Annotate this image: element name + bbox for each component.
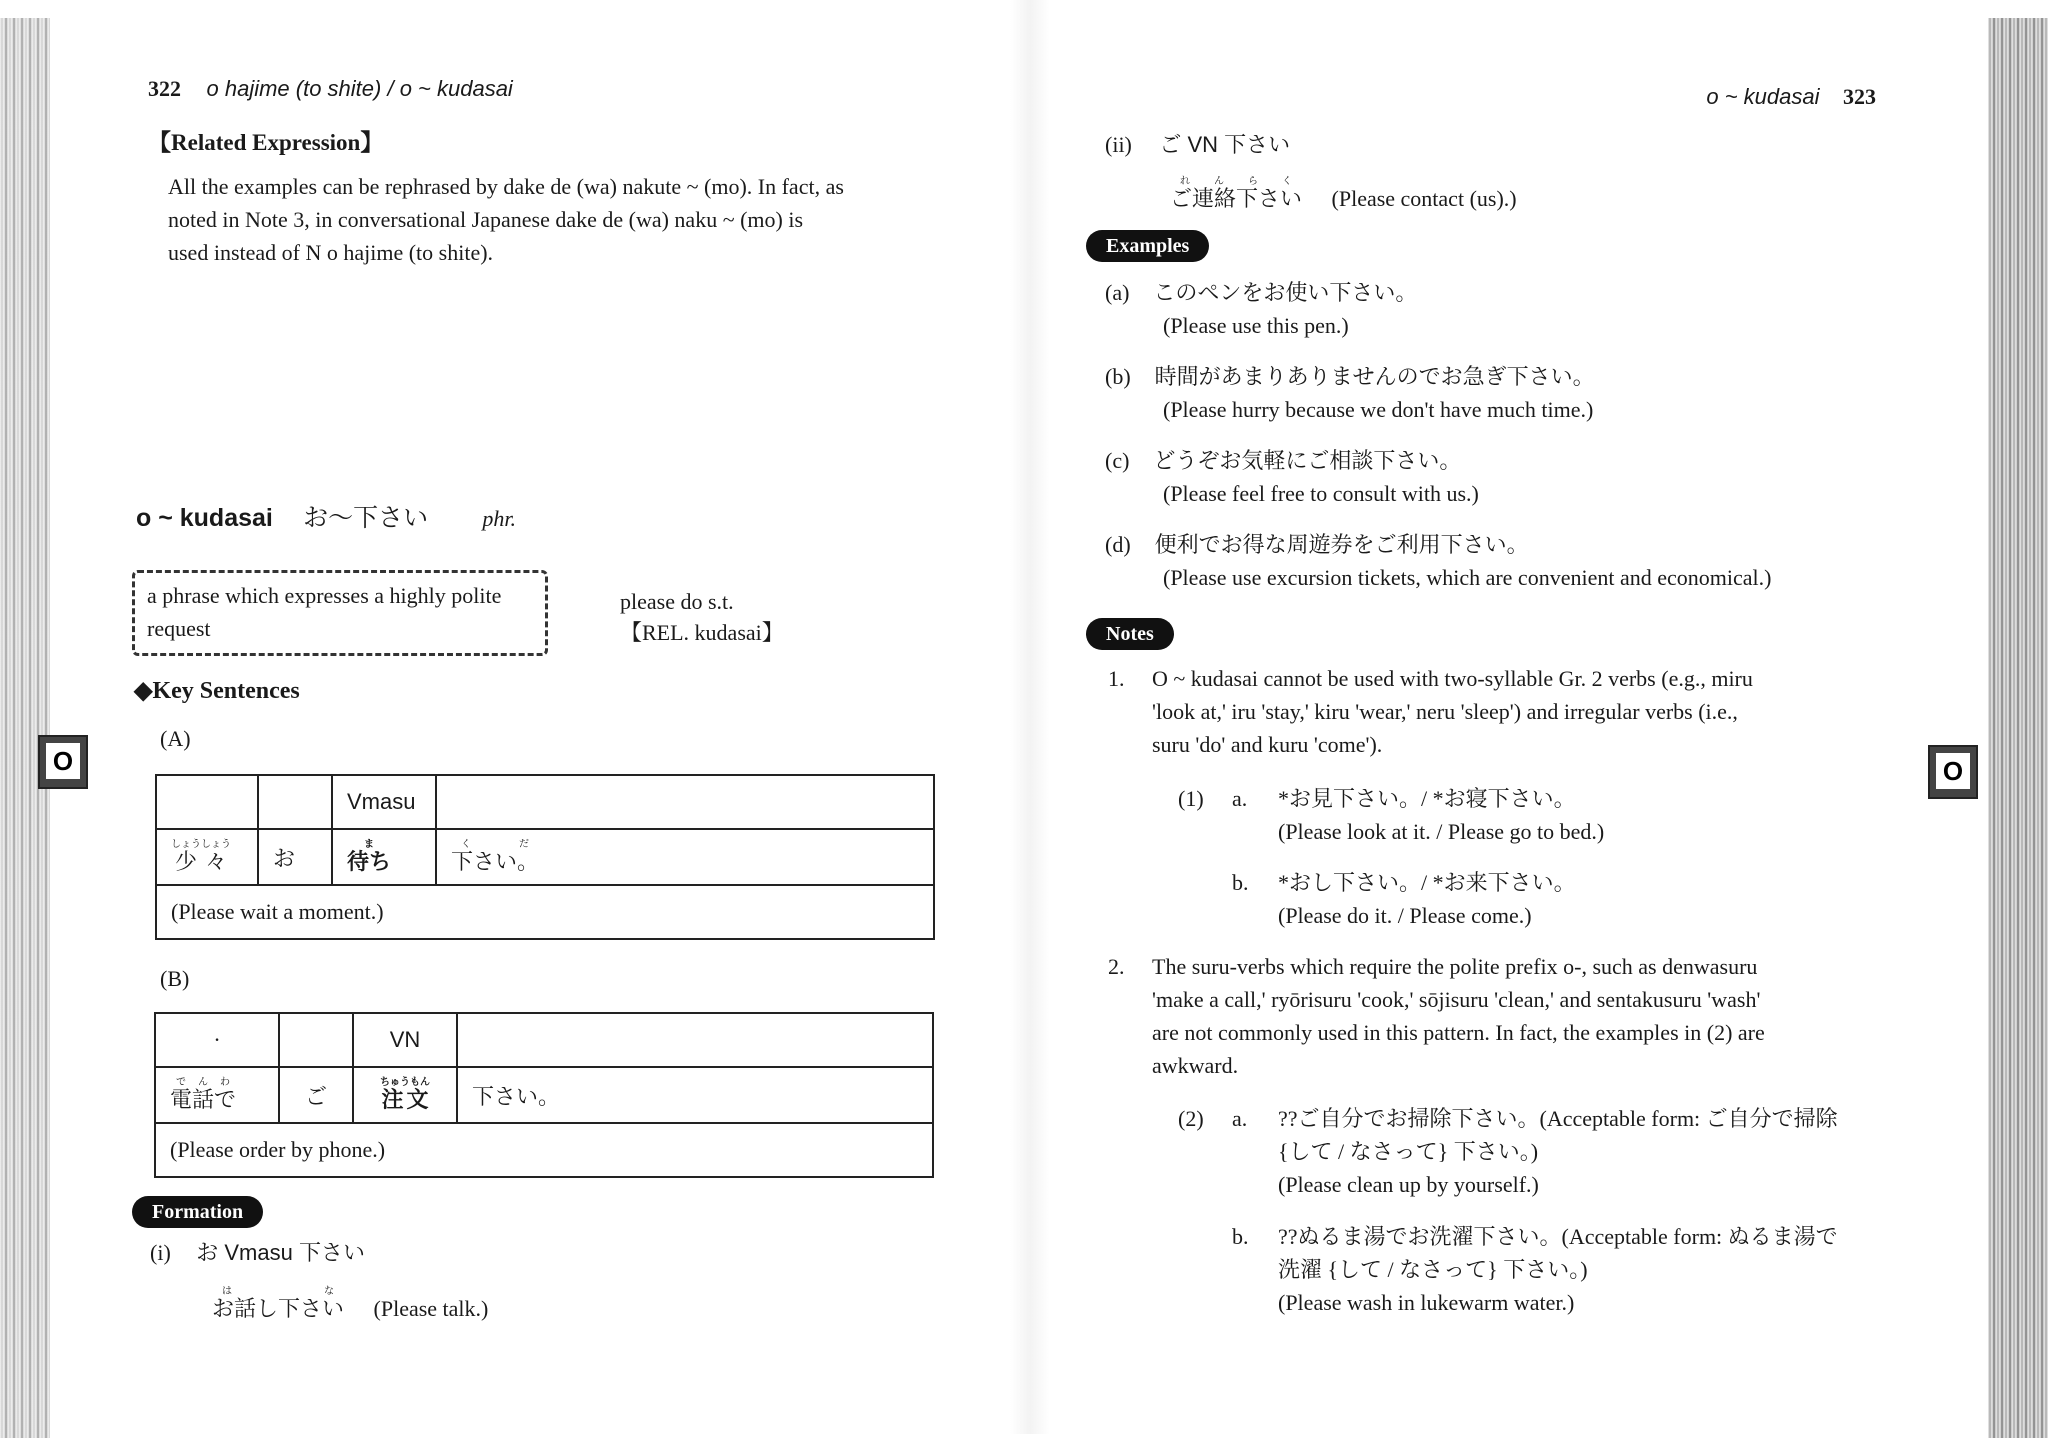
table-cell-vmasu: Vmasu <box>332 775 436 829</box>
example-japanese: 便利でお得な周遊券をご利用下さい。 <box>1154 532 1529 557</box>
formation-i-example: お話し下さいはな <box>212 1286 345 1321</box>
table-cell: お <box>258 829 332 885</box>
notes-label: Notes <box>1086 618 1174 650</box>
table-cell <box>156 775 258 829</box>
examples-list <box>1105 276 1925 612</box>
related-expression-heading: 【Related Expression】 <box>148 130 384 155</box>
table-a-label: (A) <box>160 726 191 751</box>
note-line: 'look at,' iru 'stay,' kiru 'wear,' neru 'sleep') and irregular verbs (i.e., <box>1152 699 1738 724</box>
key-sentence-table-b <box>154 1012 934 1178</box>
example-english: (Please use this pen.) <box>1163 313 1349 338</box>
entry-header <box>136 498 516 534</box>
note-1-a-english: (Please look at it. / Please go to bed.) <box>1278 819 1605 844</box>
left-running-header <box>148 76 513 102</box>
formation-i <box>150 1236 365 1269</box>
example-label: (a) <box>1105 280 1130 305</box>
related-expression-text <box>168 170 958 269</box>
note-1-a-japanese: *お見下さい。/ *お寝下さい。 <box>1278 786 1576 811</box>
table-cell <box>436 775 934 829</box>
note-line: are not commonly used in this pattern. In fact, the examples in (2) are <box>1152 1020 1765 1045</box>
formation-i-number: (i) <box>150 1240 171 1265</box>
example-english: (Please hurry because we don't have much time.) <box>1163 397 1594 422</box>
note-2-number: 2. <box>1108 954 1125 979</box>
headword: o ~ kudasai <box>136 504 273 532</box>
note-2-b-japanese-cont: 洗濯 {して / なさって} 下さい。) <box>1278 1257 1588 1282</box>
formation-ii-number: (ii) <box>1105 132 1132 157</box>
note-1-number: 1. <box>1108 666 1125 691</box>
example-item <box>1105 276 1925 360</box>
formation-ii <box>1105 128 1290 161</box>
left-running-head: o hajime (to shite) / o ~ kudasai <box>206 76 513 101</box>
example-item <box>1105 360 1925 444</box>
note-1-b-japanese: *おし下さい。/ *お来下さい。 <box>1278 870 1576 895</box>
table-translation: (Please wait a moment.) <box>156 885 934 939</box>
note-2-b-english: (Please wash in lukewarm water.) <box>1278 1290 1575 1315</box>
note-2-a-japanese-cont: {して / なさって} 下さい。) <box>1278 1139 1539 1164</box>
example-label: (c) <box>1105 448 1130 473</box>
table-cell <box>258 775 332 829</box>
example-japanese: 時間があまりありませんのでお急ぎ下さい。 <box>1154 364 1595 389</box>
note-2-text <box>1152 950 1892 1082</box>
note-line: suru 'do' and kuru 'come'). <box>1152 732 1383 757</box>
table-cell <box>457 1013 933 1067</box>
definition-box <box>132 570 548 656</box>
note-line: awkward. <box>1152 1053 1239 1078</box>
table-b-label: (B) <box>160 966 190 991</box>
left-page-edge <box>0 18 50 1438</box>
table-translation: (Please order by phone.) <box>155 1123 933 1177</box>
example-japanese: このペンをお使い下さい。 <box>1153 280 1418 305</box>
examples-label: Examples <box>1086 230 1209 262</box>
note-1-example-number: (1) <box>1178 786 1204 811</box>
table-cell <box>279 1013 353 1067</box>
example-japanese: どうぞお気軽にご相談下さい。 <box>1153 448 1462 473</box>
note-2-a-label: a. <box>1232 1106 1248 1131</box>
formation-i-example-line <box>212 1286 488 1325</box>
example-item <box>1105 444 1925 528</box>
formation-ii-example-line <box>1170 176 1517 215</box>
table-cell: 待ちま <box>332 829 436 885</box>
note-1-text <box>1152 662 1892 761</box>
formation-ii-pattern: ご VN 下さい <box>1159 132 1291 157</box>
key-sentences-heading: ◆Key Sentences <box>134 678 300 704</box>
formation-i-pattern: お Vmasu 下さい <box>196 1240 365 1265</box>
note-2-a-block <box>1278 1102 1898 1201</box>
table-cell: 少々しょうしょう <box>156 829 258 885</box>
note-line: 'make a call,' ryōrisuru 'cook,' sōjisuru 'clean,' and sentakusuru 'wash' <box>1152 987 1761 1012</box>
right-running-header <box>1706 84 1876 110</box>
note-2-b-japanese: ??ぬるま湯でお洗濯下さい。(Acceptable form: ぬるま湯で <box>1278 1224 1838 1249</box>
example-label: (b) <box>1105 364 1131 389</box>
right-running-head: o ~ kudasai <box>1706 84 1820 109</box>
example-label: (d) <box>1105 532 1131 557</box>
table-cell: · <box>155 1013 279 1067</box>
example-english: (Please feel free to consult with us.) <box>1163 481 1479 506</box>
formation-i-translation: (Please talk.) <box>373 1296 489 1321</box>
note-2-a-english: (Please clean up by yourself.) <box>1278 1172 1539 1197</box>
example-item <box>1105 528 1925 612</box>
table-cell-vn: VN <box>353 1013 457 1067</box>
note-line: The suru-verbs which require the polite prefix o-, such as denwasuru <box>1152 954 1758 979</box>
table-cell: 下さい。くだ <box>436 829 934 885</box>
note-2-b-label: b. <box>1232 1224 1249 1249</box>
related-reference: 【REL. kudasai】 <box>620 620 784 645</box>
related-line: All the examples can be rephrased by dake de (wa) nakute ~ (mo). In fact, as <box>168 174 844 199</box>
formation-ii-translation: (Please contact (us).) <box>1331 186 1517 211</box>
book-gutter <box>1010 0 1050 1434</box>
note-1-a-label: a. <box>1232 786 1248 811</box>
table-cell: 注文ちゅうもん <box>353 1067 457 1123</box>
table-cell: 下さい。 <box>457 1067 933 1123</box>
right-page-edge <box>1988 18 2048 1438</box>
key-sentence-table-a <box>155 774 935 940</box>
thumb-index-tab-left: O <box>38 735 88 789</box>
related-line: used instead of N o hajime (to shite). <box>168 240 494 265</box>
note-1-b-label: b. <box>1232 870 1249 895</box>
related-line: noted in Note 3, in conversational Japanese dake de (wa) naku ~ (mo) is <box>168 207 804 232</box>
table-cell: ご <box>279 1067 353 1123</box>
note-2-a-japanese: ??ご自分でお掃除下さい。(Acceptable form: ご自分で掃除 <box>1278 1106 1838 1131</box>
definition-text: a phrase which expresses a highly polite request <box>147 583 502 641</box>
note-1-b-english: (Please do it. / Please come.) <box>1278 903 1532 928</box>
thumb-index-tab-right: O <box>1928 745 1978 799</box>
note-2-example-number: (2) <box>1178 1106 1204 1131</box>
gloss: please do s.t. <box>620 589 734 614</box>
headword-japanese: お～下さい <box>303 504 429 532</box>
table-cell: 電話ででんわ <box>155 1067 279 1123</box>
left-page-number: 322 <box>148 76 181 101</box>
example-english: (Please use excursion tickets, which are convenient and economical.) <box>1163 565 1772 590</box>
note-line: O ~ kudasai cannot be used with two-syllable Gr. 2 verbs (e.g., miru <box>1152 666 1753 691</box>
formation-label: Formation <box>132 1196 263 1228</box>
formation-ii-example: ご連絡下さいれんらく <box>1170 176 1303 211</box>
part-of-speech: phr. <box>482 506 517 531</box>
note-2-b-block <box>1278 1220 1898 1319</box>
right-page-number: 323 <box>1843 84 1876 109</box>
